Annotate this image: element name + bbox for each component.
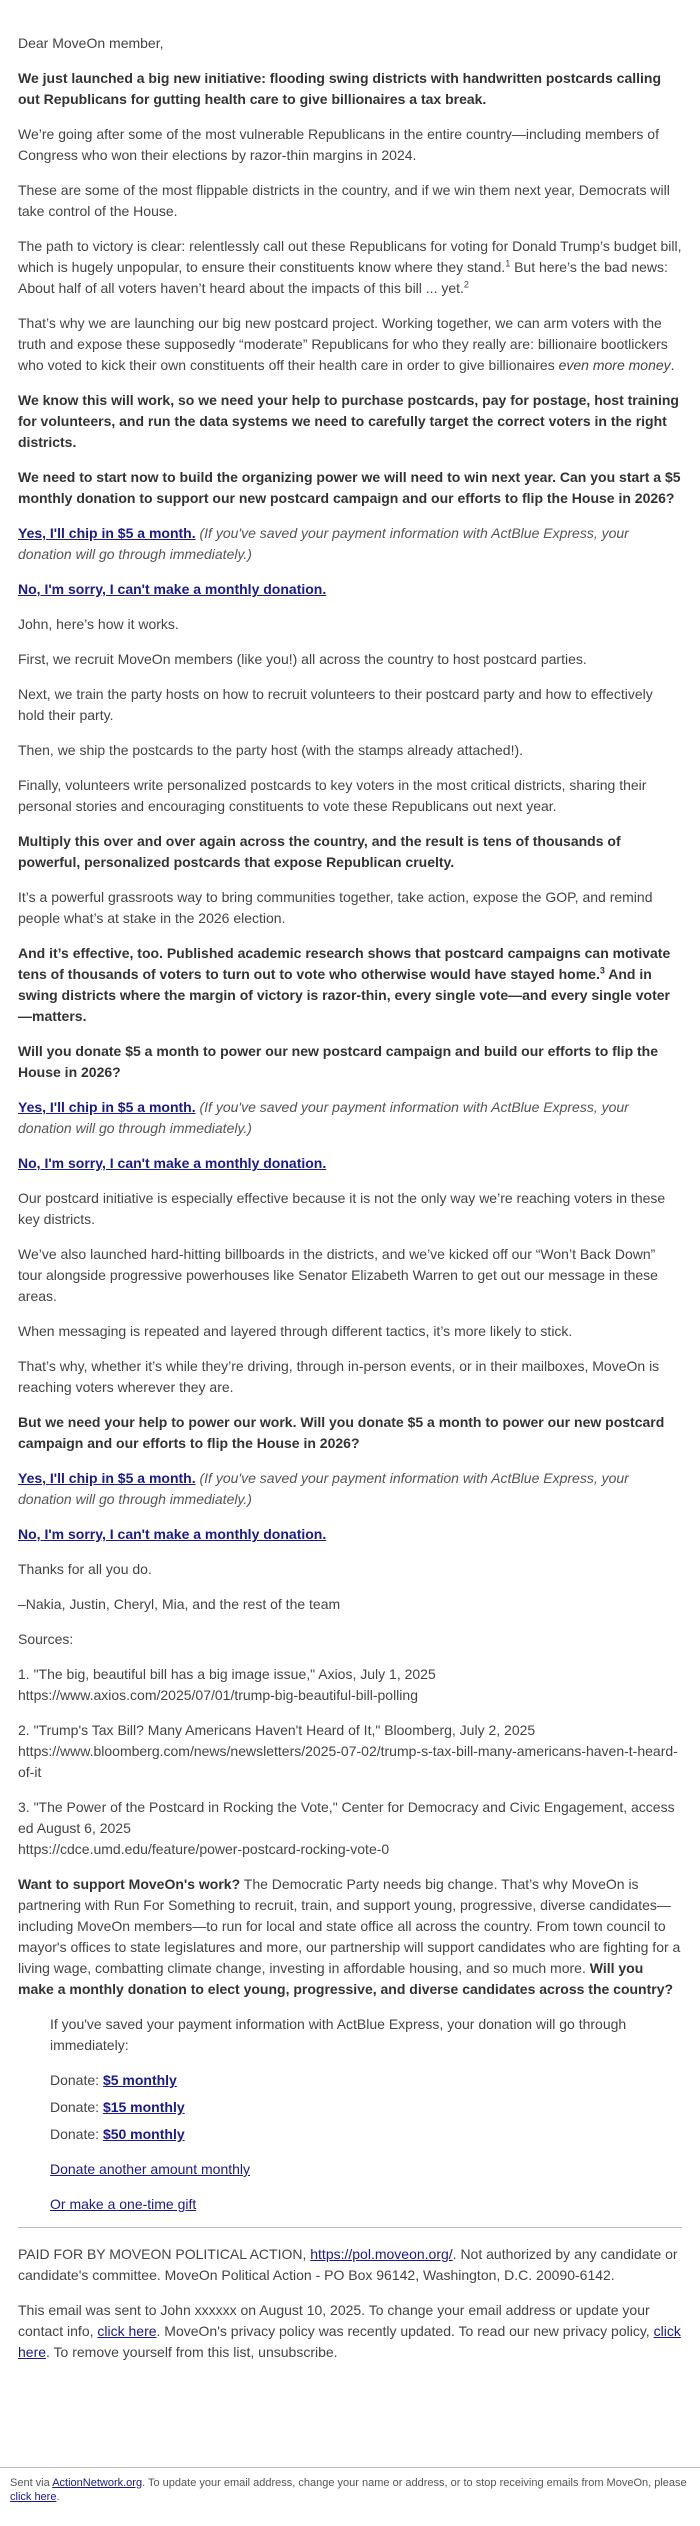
actionnetwork-link[interactable]: ActionNetwork.org <box>52 2477 143 2489</box>
paragraph-bold: Multiply this over and over again across the country, and the result is tens of thousands of powerful, personalized postcards that expose Republican cruelty. <box>18 833 621 870</box>
donate-onetime-row <box>50 2194 682 2215</box>
source-url: https://www.axios.com/2025/07/01/trump-big-beautiful-bill-polling <box>18 1687 418 1703</box>
donate-option: Donate: $15 monthly <box>50 2099 185 2115</box>
footnote-ref: 1 <box>505 258 511 269</box>
donate-option: Donate: $50 monthly <box>50 2126 185 2142</box>
paragraph: It’s a powerful grassroots way to bring communities together, take action, expose the GOP, and remind people what’s at stake in the 2026 election. <box>18 889 653 926</box>
greeting: Dear MoveOn member, <box>18 35 164 51</box>
donate-option: Donate: $5 monthly <box>50 2072 177 2088</box>
donation-ask: But we need your help to power our work. Will you donate $5 a month to power our new postcard campaign and our efforts to flip the House in 2026? <box>18 1414 665 1451</box>
chip-in-5-monthly-link[interactable]: Yes, I'll chip in $5 a month. <box>18 1099 196 1115</box>
source-url: https://cdce.umd.edu/feature/power-postcard-rocking-vote-0 <box>18 1841 390 1857</box>
footnote-ref: 2 <box>463 279 469 290</box>
sources-heading: Sources: <box>18 1631 74 1647</box>
donation-ask: We need to start now to build the organizing power we will need to win next year. Can you start a $5 monthly donation to support our new postcard campaign and our efforts to flip the House in 2026? <box>18 469 681 506</box>
footnote-ref: 3 <box>599 965 605 976</box>
cta-yes-block <box>18 523 682 565</box>
donate-intro: If you've saved your payment information with ActBlue Express, your donation will go through immediately: <box>50 2016 627 2053</box>
actblue-note: (If you've saved your payment information with ActBlue Express, your donation will go through immediately.) <box>18 1470 629 1507</box>
source-item: 1. "The big, beautiful bill has a big image issue," Axios, July 1, 2025 https://www.axios.com/2025/07/01/trump-big-beautiful-bill-polling <box>18 1666 436 1703</box>
cta-no-block <box>18 579 682 600</box>
paragraph: When messaging is repeated and layered through different tactics, it’s more likely to stick. <box>18 1323 573 1339</box>
paragraph: We’ve also launched hard-hitting billboards in the districts, and we’ve kicked off our “Won’t Back Down” tour alongside progressive powerhouses like Senator Elizabeth Warren to get out our message in these areas. <box>18 1246 658 1304</box>
cta-yes-block <box>18 1097 682 1139</box>
donate-50-monthly-link[interactable]: $50 monthly <box>102 2126 185 2142</box>
paragraph: Next, we train the party hosts on how to recruit volunteers to their postcard party and how to effectively hold their party. <box>18 686 653 723</box>
chip-in-5-monthly-link[interactable]: Yes, I'll chip in $5 a month. <box>18 1470 196 1486</box>
paragraph: We’re going after some of the most vulnerable Republicans in the entire country—including members of Congress who won their elections by razor-thin margins in 2024. <box>18 126 659 163</box>
donate-box <box>18 2014 682 2215</box>
paragraph: Then, we ship the postcards to the party host (with the stamps already attached!). <box>18 742 524 758</box>
paragraph: That’s why we are launching our big new postcard project. Working together, we can arm voters with the truth and expose these supposedly “moderate” Republicans for who they really are: billionaire bootlickers who voted to kick their own constituents off their health care in order to give billionaires even more money. <box>18 315 675 373</box>
cta-no-block <box>18 1524 682 1545</box>
donation-ask: Will you donate $5 a month to power our new postcard campaign and build our efforts to flip the House in 2026? <box>18 1043 659 1080</box>
thanks: Thanks for all you do. <box>18 1561 152 1577</box>
email-notice: This email was sent to John xxxxxx on August 10, 2025. To change your email address or update your contact info, click here. MoveOn's privacy policy was recently updated. To read our new privacy policy, click here. To remove yourself from this list, unsubscribe. <box>18 2302 681 2360</box>
paragraph-bold: We know this will work, so we need your help to purchase postcards, pay for postage, host training for volunteers, and run the data systems we need to carefully target the correct voters in the right districts. <box>18 392 679 450</box>
paragraph: Our postcard initiative is especially effective because it is not the only way we’re reaching voters in these key districts. <box>18 1190 666 1227</box>
donate-other-amount-link[interactable]: Donate another amount monthly <box>50 2161 251 2177</box>
paragraph: The path to victory is clear: relentlessly call out these Republicans for voting for Donald Trump’s budget bill, which is hugely unpopular, to ensure their constituents know where they stand.$^1$ But here’s the bad news: About half of all voters haven’t heard about the impacts of this bill ... yet.$^2$ <box>18 238 682 296</box>
intro-headline: We just launched a big new initiative: flooding swing districts with handwritten postcards calling out Republicans for gutting health care to give billionaires a tax break. <box>18 70 662 107</box>
one-time-gift-link[interactable]: Or make a one-time gift <box>50 2196 197 2212</box>
source-url: https://www.bloomberg.com/news/newsletters/2025-07-02/trump-s-tax-bill-many-americans-haven-t-heard-of-it <box>18 1743 678 1780</box>
donate-5-monthly-link[interactable]: $5 monthly <box>102 2072 177 2088</box>
paragraph: John, here’s how it works. <box>18 616 179 632</box>
paragraph: First, we recruit MoveOn members (like you!) all across the country to host postcard parties. <box>18 651 587 667</box>
paid-for-disclaimer: PAID FOR BY MOVEON POLITICAL ACTION, https://pol.moveon.org/. Not authorized by any candidate or candidate's committee. MoveOn Political Action - PO Box 96142, Washington, D.C. 20090-6142. <box>18 2246 678 2283</box>
cta-no-block <box>18 1153 682 1174</box>
actblue-note: (If you've saved your payment information with ActBlue Express, your donation will go through immediately.) <box>18 525 629 562</box>
paragraph: Finally, volunteers write personalized postcards to key voters in the most critical districts, sharing their personal stories and encouraging constituents to vote these Republicans out next year. <box>18 777 647 814</box>
footer-bar: Sent via ActionNetwork.org. To update your email address, change your name or address, or to stop receiving emails from MoveOn, please click here. <box>0 2467 700 2504</box>
update-contact-link[interactable]: click here <box>97 2323 157 2339</box>
decline-monthly-link[interactable]: No, I'm sorry, I can't make a monthly donation. <box>18 1155 327 1171</box>
decline-monthly-link[interactable]: No, I'm sorry, I can't make a monthly donation. <box>18 1526 327 1542</box>
source-item: 2. "Trump's Tax Bill? Many Americans Haven't Heard of It," Bloomberg, July 2, 2025 https://www.bloomberg.com/news/newsletters/2025-07-02/trump-s-tax-bill-many-americans-haven-t-heard-of-it <box>18 1722 678 1780</box>
actblue-note: (If you've saved your payment information with ActBlue Express, your donation will go through immediately.) <box>18 1099 629 1136</box>
decline-monthly-link[interactable]: No, I'm sorry, I can't make a monthly donation. <box>18 581 327 597</box>
donate-other-row <box>50 2159 682 2180</box>
source-item: 3. "The Power of the Postcard in Rocking the Vote," Center for Democracy and Civic Engagement, accessed August 6, 2025 https://cdce.umd.edu/feature/power-postcard-rocking-vote-0 <box>18 1799 675 1857</box>
paragraph-bold: And it’s effective, too. Published academic research shows that postcard campaigns can motivate tens of thousands of voters to turn out to vote who otherwise would have stayed home.$^3$ And in swing districts where the margin of victory is razor-thin, every single vote—and every single voter—matters. <box>18 945 671 1024</box>
paragraph: These are some of the most flippable districts in the country, and if we win them next year, Democrats will take control of the House. <box>18 182 670 219</box>
monthly-donation-link[interactable]: $5 monthly donation to support <box>18 469 681 506</box>
signoff: –Nakia, Justin, Cheryl, Mia, and the rest of the team <box>18 1596 341 1612</box>
donate-15-monthly-link[interactable]: $15 monthly <box>102 2099 185 2115</box>
paragraph: That’s why, whether it’s while they’re driving, through in-person events, or in their mailboxes, MoveOn is reaching voters wherever they are. <box>18 1358 660 1395</box>
divider <box>18 2227 682 2228</box>
support-paragraph: Want to support MoveOn's work? The Democratic Party needs big change. That’s why MoveOn is partnering with Run For Something to recruit, train, and support young, progressive, diverse candidates—including MoveOn members—to run for local and state office all across the country. From town council to mayor's offices to state legislatures and more, our partnership will support candidates who are fighting for a living wage, combatting climate change, investing in affordable housing, and so much more. Will you make a monthly donation to elect young, progressive, and diverse candidates across the country? <box>18 1876 681 1997</box>
chip-in-5-monthly-link[interactable]: Yes, I'll chip in $5 a month. <box>18 525 196 541</box>
cta-yes-block <box>18 1468 682 1510</box>
privacy-policy-link[interactable]: click here <box>18 2323 681 2360</box>
pol-moveon-link[interactable]: https://pol.moveon.org/ <box>310 2246 453 2262</box>
unsubscribe-link[interactable]: click here <box>10 2491 57 2503</box>
email-body <box>18 0 682 2363</box>
